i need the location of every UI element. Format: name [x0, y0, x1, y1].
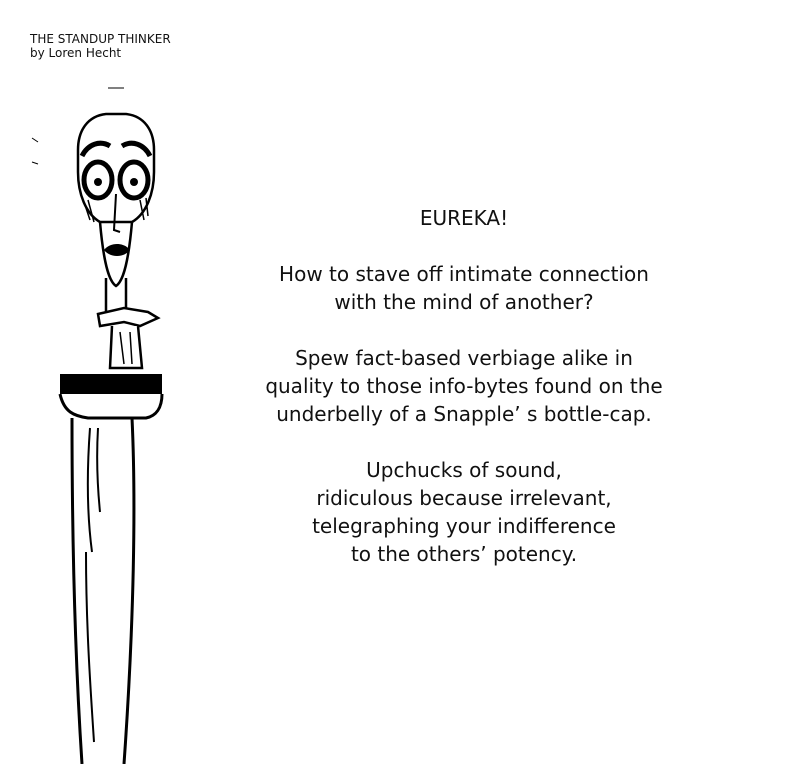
- stray-mark: [32, 162, 38, 164]
- poem-line: telegraphing your indifference: [312, 514, 616, 538]
- poem-line: underbelly of a Snapple’ s bottle-cap.: [276, 402, 652, 426]
- figure-pupil: [94, 178, 102, 186]
- comic-header: [30, 32, 171, 60]
- poem-line: to the others’ potency.: [350, 542, 578, 566]
- column-flute: [86, 428, 100, 742]
- figure-pupil: [130, 178, 138, 186]
- poem-stanza: [230, 456, 698, 568]
- poem-stanza: [230, 260, 698, 316]
- poem-line: Spew fact-based verbiage alike in: [295, 346, 633, 370]
- poem-line: How to stave off intimate connection: [279, 262, 649, 286]
- pedestal-cap: [60, 374, 162, 394]
- column-left-edge: [72, 418, 82, 764]
- poem-stanza: [230, 344, 698, 428]
- poem-line: ridiculous because irrelevant,: [316, 486, 612, 510]
- figure-torso: [110, 326, 142, 368]
- thinker-figure-illustration: [28, 82, 168, 764]
- comic-title: THE STANDUP THINKER: [30, 32, 171, 46]
- poem: [230, 204, 698, 596]
- figure-mouth: [104, 244, 130, 256]
- poem-title-stanza: [230, 204, 698, 232]
- comic-byline: by Loren Hecht: [30, 46, 122, 60]
- poem-title: EUREKA!: [419, 206, 509, 230]
- poem-line: quality to those info-bytes found on the: [265, 374, 663, 398]
- pedestal-collar: [60, 394, 162, 418]
- stray-mark: [32, 138, 38, 142]
- poem-line: with the mind of another?: [334, 290, 594, 314]
- figure-hands: [98, 308, 158, 326]
- poem-line: Upchucks of sound,: [366, 458, 562, 482]
- column-right-edge: [124, 418, 134, 764]
